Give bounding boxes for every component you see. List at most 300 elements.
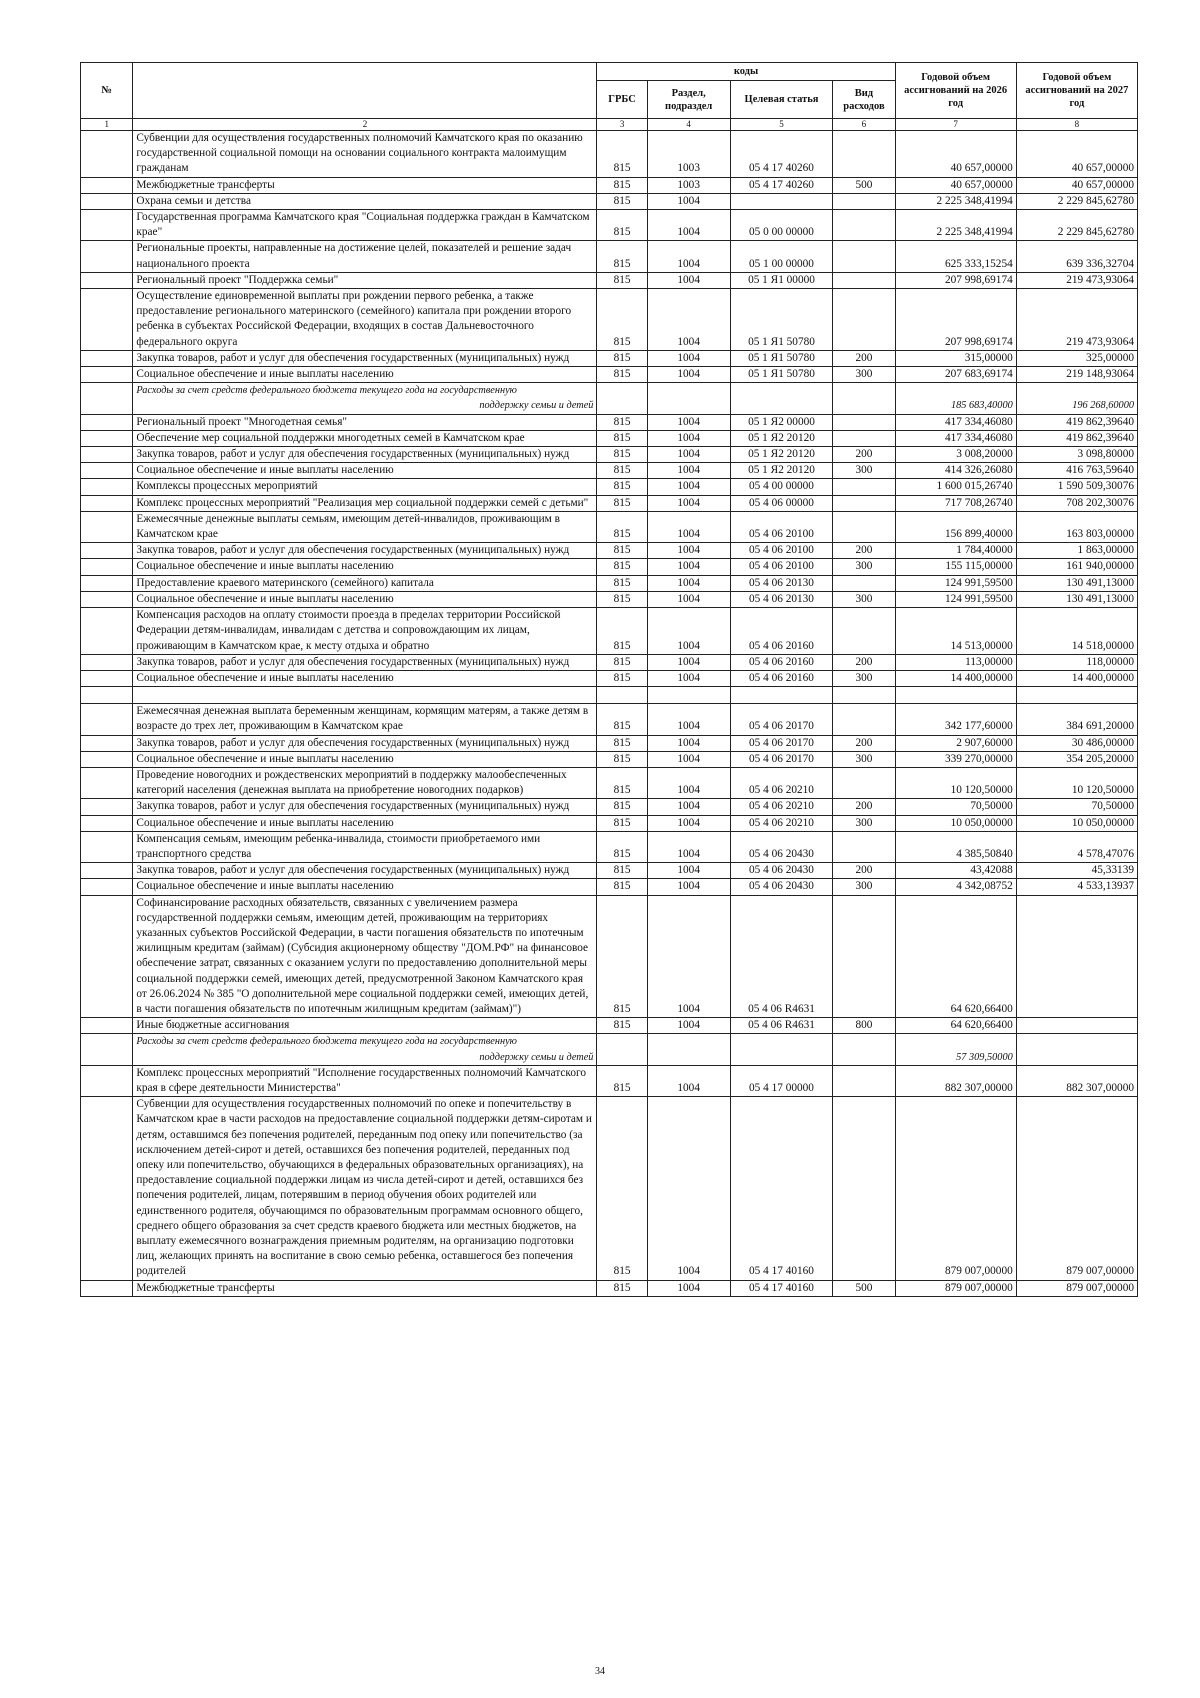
table-row bbox=[81, 670, 1138, 686]
target-cell: 05 4 17 40260 bbox=[730, 131, 833, 178]
exp-type-cell bbox=[833, 1034, 895, 1065]
header-num: № bbox=[81, 63, 133, 119]
spacer-cell bbox=[730, 687, 833, 704]
description-cell: Охрана семьи и детства bbox=[133, 193, 597, 209]
section-cell: 1004 bbox=[647, 241, 730, 272]
row-number-cell bbox=[81, 241, 133, 272]
header-section: Раздел, подраздел bbox=[647, 81, 730, 119]
row-number-cell bbox=[81, 447, 133, 463]
table-row bbox=[81, 210, 1138, 241]
target-cell: 05 4 06 20210 bbox=[730, 815, 833, 831]
target-cell: 05 4 06 20210 bbox=[730, 799, 833, 815]
grbs-cell: 815 bbox=[597, 193, 647, 209]
target-cell: 05 1 00 00000 bbox=[730, 241, 833, 272]
value-2027-cell bbox=[1016, 1018, 1137, 1034]
target-cell: 05 4 06 20170 bbox=[730, 735, 833, 751]
target-cell: 05 4 06 20170 bbox=[730, 751, 833, 767]
exp-type-cell bbox=[833, 704, 895, 735]
grbs-cell: 815 bbox=[597, 131, 647, 178]
value-2026-cell: 155 115,00000 bbox=[895, 559, 1016, 575]
exp-type-cell bbox=[833, 193, 895, 209]
grbs-cell: 815 bbox=[597, 895, 647, 1018]
value-2027-cell: 2 229 845,62780 bbox=[1016, 210, 1137, 241]
section-cell: 1004 bbox=[647, 543, 730, 559]
grbs-cell: 815 bbox=[597, 608, 647, 655]
exp-type-cell: 200 bbox=[833, 799, 895, 815]
description-cell: Социальное обеспечение и иные выплаты населению bbox=[133, 367, 597, 383]
value-2027-cell: 354 205,20000 bbox=[1016, 751, 1137, 767]
target-cell: 05 4 17 40260 bbox=[730, 177, 833, 193]
note-text-cell bbox=[133, 383, 597, 414]
target-cell: 05 4 00 00000 bbox=[730, 479, 833, 495]
description-cell: Обеспечение мер социальной поддержки многодетных семей в Камчатском крае bbox=[133, 430, 597, 446]
value-2026-cell: 40 657,00000 bbox=[895, 131, 1016, 178]
value-2027-cell: 882 307,00000 bbox=[1016, 1065, 1137, 1096]
target-cell: 05 4 06 20160 bbox=[730, 670, 833, 686]
grbs-cell: 815 bbox=[597, 815, 647, 831]
target-cell: 05 4 06 20160 bbox=[730, 654, 833, 670]
section-cell: 1004 bbox=[647, 654, 730, 670]
value-2027-cell: 40 657,00000 bbox=[1016, 177, 1137, 193]
grbs-cell bbox=[597, 383, 647, 414]
value-2026-cell: 2 225 348,41994 bbox=[895, 193, 1016, 209]
value-2026-cell: 2 225 348,41994 bbox=[895, 210, 1016, 241]
value-2026-cell: 4 342,08752 bbox=[895, 879, 1016, 895]
grbs-cell: 815 bbox=[597, 735, 647, 751]
section-cell: 1003 bbox=[647, 177, 730, 193]
row-number-cell bbox=[81, 670, 133, 686]
table-row bbox=[81, 559, 1138, 575]
value-2026-cell: 70,50000 bbox=[895, 799, 1016, 815]
description-cell: Субвенции для осуществления государственных полномочий Камчатского края по оказанию государственной социальной помощи на основании социального контракта малоимущим гражданам bbox=[133, 131, 597, 178]
table-row bbox=[81, 704, 1138, 735]
value-2026-cell: 882 307,00000 bbox=[895, 1065, 1016, 1096]
value-2026-cell: 207 998,69174 bbox=[895, 289, 1016, 351]
table-row bbox=[81, 367, 1138, 383]
description-cell: Социальное обеспечение и иные выплаты населению bbox=[133, 591, 597, 607]
value-2027-cell: 219 473,93064 bbox=[1016, 289, 1137, 351]
target-cell: 05 4 06 20100 bbox=[730, 559, 833, 575]
description-cell: Комплекс процессных мероприятий "Реализация мер социальной поддержки семей с детьми" bbox=[133, 495, 597, 511]
table-body bbox=[81, 131, 1138, 1297]
exp-type-cell: 200 bbox=[833, 350, 895, 366]
section-cell: 1004 bbox=[647, 815, 730, 831]
value-2026-cell: 207 683,69174 bbox=[895, 367, 1016, 383]
exp-type-cell bbox=[833, 430, 895, 446]
value-2027-cell: 130 491,13000 bbox=[1016, 591, 1137, 607]
table-row bbox=[81, 751, 1138, 767]
section-cell: 1004 bbox=[647, 591, 730, 607]
section-cell: 1004 bbox=[647, 735, 730, 751]
table-row bbox=[81, 495, 1138, 511]
section-cell: 1004 bbox=[647, 879, 730, 895]
target-cell: 05 4 06 20430 bbox=[730, 831, 833, 862]
row-number-cell bbox=[81, 815, 133, 831]
table-row bbox=[81, 654, 1138, 670]
value-2026-cell: 113,00000 bbox=[895, 654, 1016, 670]
value-2026-cell: 417 334,46080 bbox=[895, 414, 1016, 430]
header-vol-2026: Годовой объем ассигнований на 2026 год bbox=[895, 63, 1016, 119]
exp-type-cell: 200 bbox=[833, 735, 895, 751]
exp-type-cell bbox=[833, 895, 895, 1018]
spacer-cell bbox=[895, 687, 1016, 704]
row-number-cell bbox=[81, 210, 133, 241]
section-cell: 1004 bbox=[647, 447, 730, 463]
section-cell: 1004 bbox=[647, 863, 730, 879]
row-number-cell bbox=[81, 879, 133, 895]
budget-table bbox=[80, 62, 1138, 1297]
note-line-1: Расходы за счет средств федерального бюджета текущего года на государственную bbox=[136, 385, 517, 397]
header-description bbox=[133, 63, 597, 119]
section-cell: 1004 bbox=[647, 289, 730, 351]
section-cell: 1004 bbox=[647, 751, 730, 767]
table-row bbox=[81, 241, 1138, 272]
description-cell: Закупка товаров, работ и услуг для обеспечения государственных (муниципальных) нужд bbox=[133, 543, 597, 559]
note-row bbox=[81, 1034, 1138, 1065]
value-2026-cell: 14 400,00000 bbox=[895, 670, 1016, 686]
target-cell: 05 4 06 20130 bbox=[730, 591, 833, 607]
value-2026-cell: 10 120,50000 bbox=[895, 767, 1016, 798]
colnum: 1 bbox=[81, 119, 133, 131]
grbs-cell: 815 bbox=[597, 495, 647, 511]
target-cell: 05 1 Я2 20120 bbox=[730, 463, 833, 479]
target-cell: 05 4 06 20430 bbox=[730, 863, 833, 879]
grbs-cell: 815 bbox=[597, 751, 647, 767]
grbs-cell: 815 bbox=[597, 414, 647, 430]
description-cell: Социальное обеспечение и иные выплаты населению bbox=[133, 670, 597, 686]
description-cell: Ежемесячная денежная выплата беременным женщинам, кормящим матерям, а также детям в возрасте до трех лет, проживающим в Камчатском крае bbox=[133, 704, 597, 735]
spacer-cell bbox=[597, 687, 647, 704]
note-text-cell bbox=[133, 1034, 597, 1065]
grbs-cell: 815 bbox=[597, 879, 647, 895]
table-row bbox=[81, 289, 1138, 351]
spacer-cell bbox=[81, 687, 133, 704]
row-number-cell bbox=[81, 575, 133, 591]
spacer-cell bbox=[133, 687, 597, 704]
row-number-cell bbox=[81, 289, 133, 351]
value-2026-cell: 879 007,00000 bbox=[895, 1097, 1016, 1280]
colnum: 3 bbox=[597, 119, 647, 131]
exp-type-cell bbox=[833, 495, 895, 511]
value-2027-cell: 1 590 509,30076 bbox=[1016, 479, 1137, 495]
row-number-cell bbox=[81, 735, 133, 751]
grbs-cell: 815 bbox=[597, 575, 647, 591]
exp-type-cell: 500 bbox=[833, 177, 895, 193]
exp-type-cell bbox=[833, 1065, 895, 1096]
row-number-cell bbox=[81, 367, 133, 383]
description-cell: Предоставление краевого материнского (семейного) капитала bbox=[133, 575, 597, 591]
section-cell: 1004 bbox=[647, 559, 730, 575]
table-row bbox=[81, 479, 1138, 495]
value-2027-cell: 325,00000 bbox=[1016, 350, 1137, 366]
description-cell: Закупка товаров, работ и услуг для обеспечения государственных (муниципальных) нужд bbox=[133, 799, 597, 815]
value-2027-cell: 14 518,00000 bbox=[1016, 608, 1137, 655]
value-2027-cell: 45,33139 bbox=[1016, 863, 1137, 879]
value-2027-cell bbox=[1016, 895, 1137, 1018]
description-cell: Межбюджетные трансферты bbox=[133, 177, 597, 193]
row-number-cell bbox=[81, 895, 133, 1018]
grbs-cell: 815 bbox=[597, 543, 647, 559]
description-cell: Иные бюджетные ассигнования bbox=[133, 1018, 597, 1034]
row-number-cell bbox=[81, 1034, 133, 1065]
target-cell: 05 4 06 20100 bbox=[730, 511, 833, 542]
table-row bbox=[81, 131, 1138, 178]
value-2026-cell: 879 007,00000 bbox=[895, 1280, 1016, 1296]
section-cell: 1004 bbox=[647, 670, 730, 686]
value-2026-cell: 124 991,59500 bbox=[895, 575, 1016, 591]
note-value-2026: 185 683,40000 bbox=[895, 383, 1016, 414]
description-cell: Субвенции для осуществления государственных полномочий по опеке и попечительству в Камчатском крае в части расходов на предоставление социальной поддержки детям-сиротам и детям, оставшимся без попечения родителей, переданным под опеку или попечительство (за исключением детей-сирот и детей, оставшихся без попечения родителей, переданных под опеку или попечительство, обучающихся в федеральных образовательных организациях), на предоставление социальной поддержки лицам из числа детей-сирот и детей, оставшихся без попечения родителей, лицам, потерявшим в период обучения обоих родителей или единственного родителя, обучающимся по образовательным программам основного общего, среднего общего образования за счет средств краевого бюджета или местных бюджетов, на выплату ежемесячного вознаграждения приемным родителям, на организацию подготовки лиц, желающих принять на воспитание в свою семью ребенка, оставшегося без попечения родителей bbox=[133, 1097, 597, 1280]
section-cell: 1004 bbox=[647, 272, 730, 288]
colnum: 8 bbox=[1016, 119, 1137, 131]
value-2026-cell: 1 784,40000 bbox=[895, 543, 1016, 559]
table-row bbox=[81, 177, 1138, 193]
exp-type-cell: 500 bbox=[833, 1280, 895, 1296]
section-cell: 1004 bbox=[647, 1280, 730, 1296]
grbs-cell: 815 bbox=[597, 289, 647, 351]
description-cell: Проведение новогодних и рождественских мероприятий в поддержку малообеспеченных категорий населения (денежная выплата на приобретение новогодних подарков) bbox=[133, 767, 597, 798]
value-2027-cell: 219 148,93064 bbox=[1016, 367, 1137, 383]
exp-type-cell bbox=[833, 608, 895, 655]
table-row bbox=[81, 272, 1138, 288]
exp-type-cell bbox=[833, 511, 895, 542]
value-2027-cell: 2 229 845,62780 bbox=[1016, 193, 1137, 209]
exp-type-cell: 200 bbox=[833, 654, 895, 670]
table-row bbox=[81, 1280, 1138, 1296]
note-line-2: поддержку семьи и детей bbox=[479, 400, 594, 412]
table-row bbox=[81, 815, 1138, 831]
target-cell: 05 4 17 00000 bbox=[730, 1065, 833, 1096]
exp-type-cell bbox=[833, 479, 895, 495]
target-cell: 05 4 17 40160 bbox=[730, 1097, 833, 1280]
description-cell: Социальное обеспечение и иные выплаты населению bbox=[133, 815, 597, 831]
section-cell: 1004 bbox=[647, 575, 730, 591]
grbs-cell: 815 bbox=[597, 1280, 647, 1296]
section-cell: 1004 bbox=[647, 367, 730, 383]
section-cell: 1004 bbox=[647, 608, 730, 655]
row-number-cell bbox=[81, 272, 133, 288]
description-cell: Социальное обеспечение и иные выплаты населению bbox=[133, 463, 597, 479]
grbs-cell: 815 bbox=[597, 831, 647, 862]
header-grbs: ГРБС bbox=[597, 81, 647, 119]
value-2026-cell: 207 998,69174 bbox=[895, 272, 1016, 288]
value-2026-cell: 625 333,15254 bbox=[895, 241, 1016, 272]
table-row bbox=[81, 608, 1138, 655]
row-number-cell bbox=[81, 831, 133, 862]
colnum: 2 bbox=[133, 119, 597, 131]
value-2027-cell: 708 202,30076 bbox=[1016, 495, 1137, 511]
target-cell bbox=[730, 1034, 833, 1065]
section-cell bbox=[647, 383, 730, 414]
description-cell: Осуществление единовременной выплаты при рождении первого ребенка, а также предоставление регионального материнского (семейного) капитала при рождении второго ребенка в субъектах Российской Федерации, входящих в состав Дальневосточного федерального округа bbox=[133, 289, 597, 351]
description-cell: Закупка товаров, работ и услуг для обеспечения государственных (муниципальных) нужд bbox=[133, 654, 597, 670]
section-cell: 1004 bbox=[647, 463, 730, 479]
section-cell: 1004 bbox=[647, 511, 730, 542]
row-number-cell bbox=[81, 430, 133, 446]
exp-type-cell: 300 bbox=[833, 463, 895, 479]
description-cell: Социальное обеспечение и иные выплаты населению bbox=[133, 751, 597, 767]
table-row bbox=[81, 591, 1138, 607]
grbs-cell: 815 bbox=[597, 591, 647, 607]
target-cell: 05 0 00 00000 bbox=[730, 210, 833, 241]
description-cell: Комплексы процессных мероприятий bbox=[133, 479, 597, 495]
grbs-cell: 815 bbox=[597, 447, 647, 463]
exp-type-cell: 300 bbox=[833, 815, 895, 831]
grbs-cell: 815 bbox=[597, 654, 647, 670]
value-2027-cell: 14 400,00000 bbox=[1016, 670, 1137, 686]
value-2026-cell: 40 657,00000 bbox=[895, 177, 1016, 193]
description-cell: Социальное обеспечение и иные выплаты населению bbox=[133, 559, 597, 575]
row-number-cell bbox=[81, 608, 133, 655]
value-2026-cell: 124 991,59500 bbox=[895, 591, 1016, 607]
target-cell: 05 4 06 20160 bbox=[730, 608, 833, 655]
section-cell: 1004 bbox=[647, 430, 730, 446]
table-row bbox=[81, 575, 1138, 591]
description-cell: Социальное обеспечение и иные выплаты населению bbox=[133, 879, 597, 895]
row-number-cell bbox=[81, 863, 133, 879]
exp-type-cell bbox=[833, 1097, 895, 1280]
row-number-cell bbox=[81, 383, 133, 414]
spacer-cell bbox=[1016, 687, 1137, 704]
grbs-cell: 815 bbox=[597, 511, 647, 542]
row-number-cell bbox=[81, 463, 133, 479]
description-cell: Софинансирование расходных обязательств, связанных с увеличением размера государственной поддержки семьям, имеющим детей, проживающим на территориях указанных субъектов Российской Федерации, в части погашения обязательств по ипотечным жилищным кредитам (займам) (Субсидия акционерному обществу "ДОМ.РФ" на финансовое обеспечение затрат, связанных с оказанием услуги по предоставлению дополнительной меры социальной поддержки семей, имеющих детей, предусмотренной Законом Камчатского края от 26.06.2024 № 385 "О дополнительной мере социальной поддержки семей, имеющих детей, в части погашения обязательств по ипотечным жилищным кредитам (займам)") bbox=[133, 895, 597, 1018]
spacer-row bbox=[81, 687, 1138, 704]
row-number-cell bbox=[81, 1018, 133, 1034]
value-2026-cell: 717 708,26740 bbox=[895, 495, 1016, 511]
note-line-1: Расходы за счет средств федерального бюджета текущего года на государственную bbox=[136, 1036, 517, 1048]
exp-type-cell: 300 bbox=[833, 367, 895, 383]
grbs-cell: 815 bbox=[597, 241, 647, 272]
value-2027-cell: 70,50000 bbox=[1016, 799, 1137, 815]
row-number-cell bbox=[81, 193, 133, 209]
value-2026-cell: 43,42088 bbox=[895, 863, 1016, 879]
value-2026-cell: 1 600 015,26740 bbox=[895, 479, 1016, 495]
target-cell: 05 4 06 20100 bbox=[730, 543, 833, 559]
grbs-cell: 815 bbox=[597, 463, 647, 479]
table-row bbox=[81, 543, 1138, 559]
target-cell: 05 4 06 20430 bbox=[730, 879, 833, 895]
spacer-cell bbox=[647, 687, 730, 704]
row-number-cell bbox=[81, 511, 133, 542]
target-cell: 05 1 Я1 50780 bbox=[730, 350, 833, 366]
value-2027-cell: 3 098,80000 bbox=[1016, 447, 1137, 463]
grbs-cell: 815 bbox=[597, 210, 647, 241]
exp-type-cell bbox=[833, 289, 895, 351]
value-2026-cell: 3 008,20000 bbox=[895, 447, 1016, 463]
grbs-cell: 815 bbox=[597, 1065, 647, 1096]
grbs-cell: 815 bbox=[597, 350, 647, 366]
section-cell: 1003 bbox=[647, 131, 730, 178]
exp-type-cell: 200 bbox=[833, 447, 895, 463]
row-number-cell bbox=[81, 479, 133, 495]
colnum: 7 bbox=[895, 119, 1016, 131]
colnum: 6 bbox=[833, 119, 895, 131]
grbs-cell: 815 bbox=[597, 863, 647, 879]
exp-type-cell bbox=[833, 414, 895, 430]
table-row bbox=[81, 1018, 1138, 1034]
value-2026-cell: 64 620,66400 bbox=[895, 895, 1016, 1018]
table-row bbox=[81, 511, 1138, 542]
value-2026-cell: 64 620,66400 bbox=[895, 1018, 1016, 1034]
value-2026-cell: 10 050,00000 bbox=[895, 815, 1016, 831]
target-cell: 05 4 06 R4631 bbox=[730, 895, 833, 1018]
grbs-cell: 815 bbox=[597, 767, 647, 798]
value-2026-cell: 414 326,26080 bbox=[895, 463, 1016, 479]
row-number-cell bbox=[81, 350, 133, 366]
value-2026-cell: 4 385,50840 bbox=[895, 831, 1016, 862]
value-2027-cell: 639 336,32704 bbox=[1016, 241, 1137, 272]
table-row bbox=[81, 895, 1138, 1018]
description-cell: Комплекс процессных мероприятий "Исполнение государственных полномочий Камчатского края в сфере деятельности Министерства" bbox=[133, 1065, 597, 1096]
grbs-cell: 815 bbox=[597, 272, 647, 288]
row-number-cell bbox=[81, 414, 133, 430]
column-numbers-row bbox=[81, 119, 1138, 131]
section-cell: 1004 bbox=[647, 831, 730, 862]
target-cell bbox=[730, 193, 833, 209]
description-cell: Межбюджетные трансферты bbox=[133, 1280, 597, 1296]
description-cell: Закупка товаров, работ и услуг для обеспечения государственных (муниципальных) нужд bbox=[133, 735, 597, 751]
grbs-cell: 815 bbox=[597, 177, 647, 193]
value-2027-cell: 130 491,13000 bbox=[1016, 575, 1137, 591]
exp-type-cell: 200 bbox=[833, 543, 895, 559]
exp-type-cell bbox=[833, 210, 895, 241]
exp-type-cell bbox=[833, 383, 895, 414]
value-2026-cell: 417 334,46080 bbox=[895, 430, 1016, 446]
header-exp-type: Вид расходов bbox=[833, 81, 895, 119]
grbs-cell: 815 bbox=[597, 559, 647, 575]
value-2026-cell: 315,00000 bbox=[895, 350, 1016, 366]
row-number-cell bbox=[81, 591, 133, 607]
value-2027-cell: 4 578,47076 bbox=[1016, 831, 1137, 862]
target-cell bbox=[730, 383, 833, 414]
value-2027-cell: 384 691,20000 bbox=[1016, 704, 1137, 735]
header-codes: коды bbox=[597, 63, 895, 81]
colnum: 4 bbox=[647, 119, 730, 131]
section-cell: 1004 bbox=[647, 1097, 730, 1280]
section-cell: 1004 bbox=[647, 414, 730, 430]
target-cell: 05 1 Я2 20120 bbox=[730, 447, 833, 463]
exp-type-cell: 300 bbox=[833, 670, 895, 686]
description-cell: Ежемесячные денежные выплаты семьям, имеющим детей-инвалидов, проживающим в Камчатском крае bbox=[133, 511, 597, 542]
exp-type-cell bbox=[833, 241, 895, 272]
value-2027-cell: 879 007,00000 bbox=[1016, 1280, 1137, 1296]
description-cell: Компенсация семьям, имеющим ребенка-инвалида, стоимости приобретаемого ими транспортного средства bbox=[133, 831, 597, 862]
value-2027-cell: 10 050,00000 bbox=[1016, 815, 1137, 831]
target-cell: 05 1 Я1 00000 bbox=[730, 272, 833, 288]
grbs-cell: 815 bbox=[597, 704, 647, 735]
note-value-2026: 57 309,50000 bbox=[895, 1034, 1016, 1065]
value-2027-cell: 219 473,93064 bbox=[1016, 272, 1137, 288]
section-cell: 1004 bbox=[647, 193, 730, 209]
target-cell: 05 1 Я1 50780 bbox=[730, 367, 833, 383]
row-number-cell bbox=[81, 767, 133, 798]
row-number-cell bbox=[81, 495, 133, 511]
exp-type-cell bbox=[833, 131, 895, 178]
table-row bbox=[81, 193, 1138, 209]
table-row bbox=[81, 447, 1138, 463]
row-number-cell bbox=[81, 654, 133, 670]
table-row bbox=[81, 463, 1138, 479]
section-cell: 1004 bbox=[647, 1018, 730, 1034]
description-cell: Закупка товаров, работ и услуг для обеспечения государственных (муниципальных) нужд bbox=[133, 447, 597, 463]
note-row bbox=[81, 383, 1138, 414]
grbs-cell: 815 bbox=[597, 479, 647, 495]
value-2027-cell: 1 863,00000 bbox=[1016, 543, 1137, 559]
description-cell: Закупка товаров, работ и услуг для обеспечения государственных (муниципальных) нужд bbox=[133, 863, 597, 879]
section-cell: 1004 bbox=[647, 895, 730, 1018]
value-2027-cell: 40 657,00000 bbox=[1016, 131, 1137, 178]
